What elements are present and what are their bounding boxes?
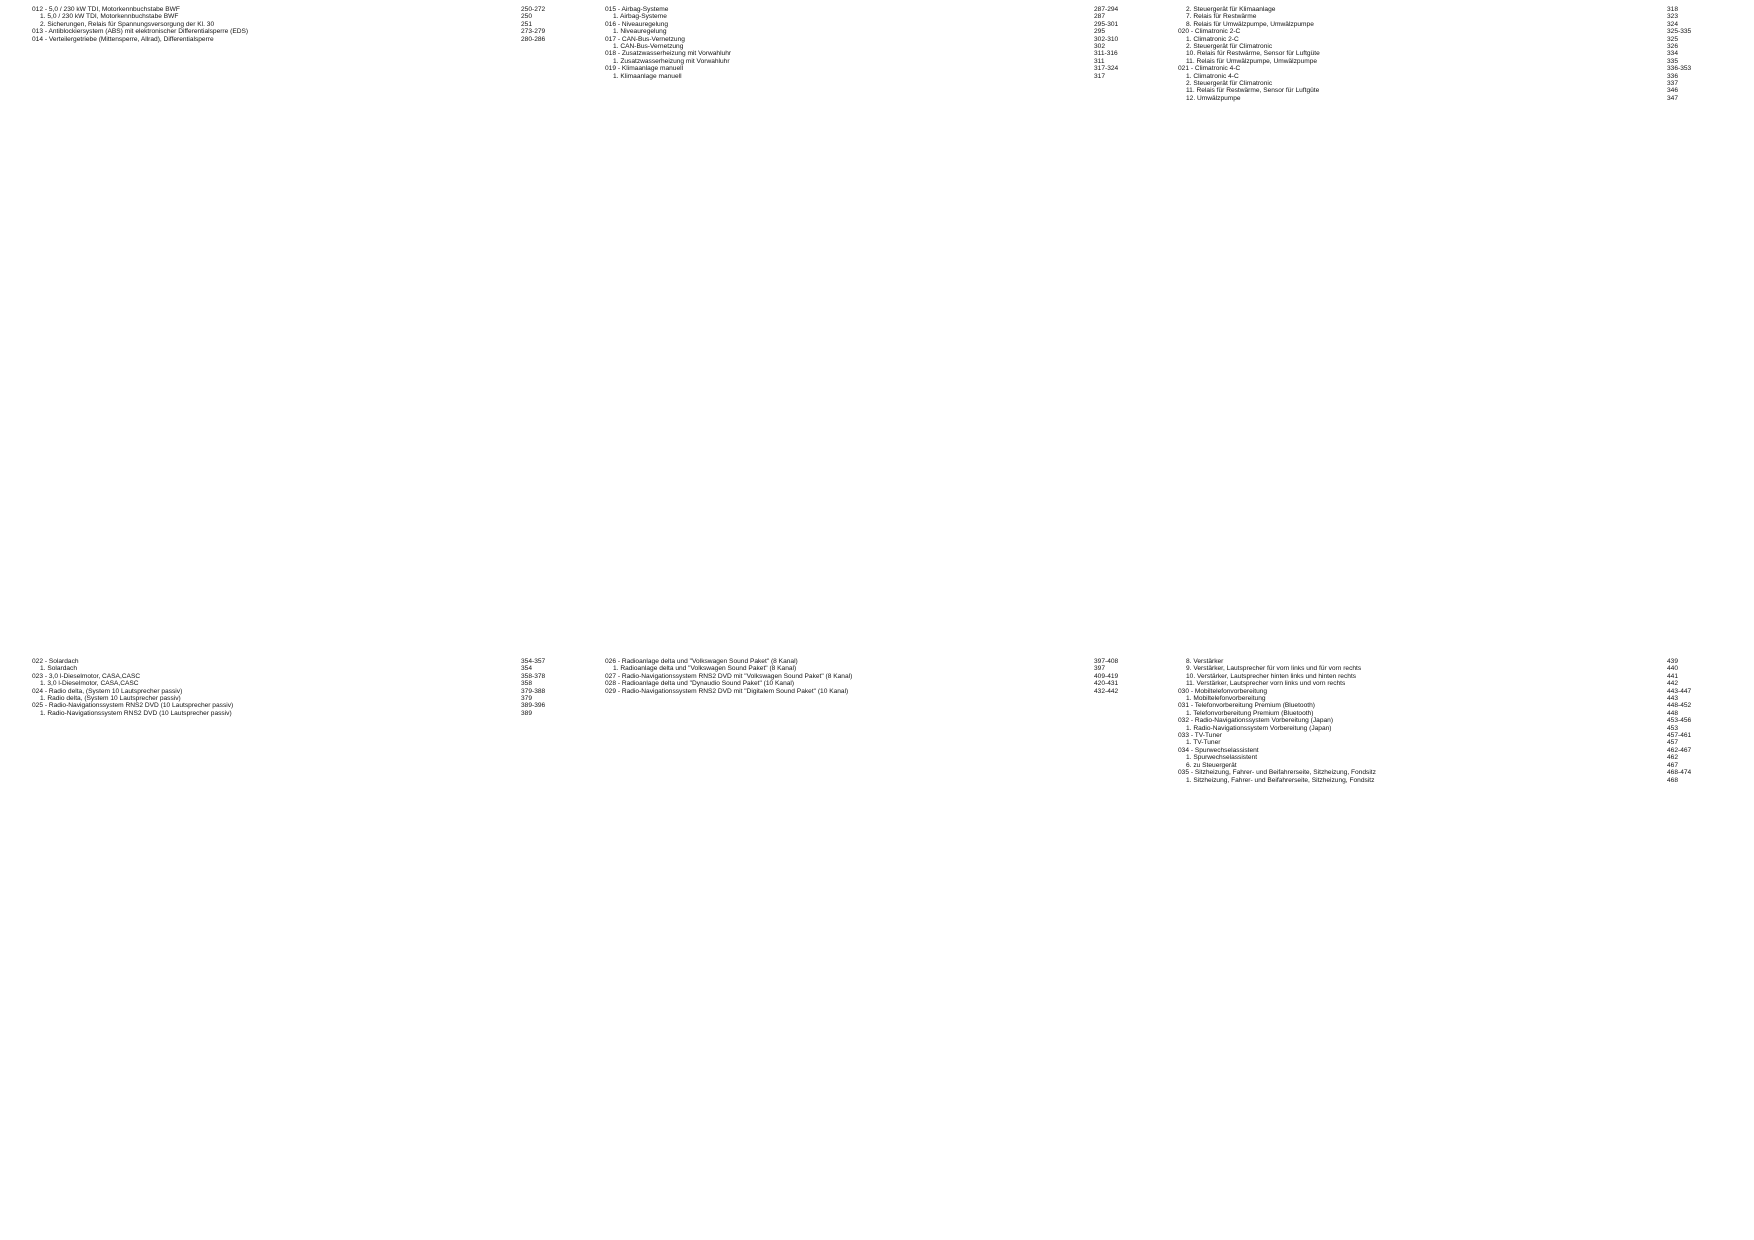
entry-page-number: 287-294 xyxy=(1094,6,1119,13)
toc-item-entry xyxy=(1178,777,1723,784)
entry-title: 017 - CAN-Bus-Vernetzung xyxy=(605,35,685,43)
entry-page-number: 337 xyxy=(1667,80,1679,88)
entry-page-number: 302 xyxy=(1094,43,1106,51)
entry-title: 033 - TV-Tuner xyxy=(1178,732,1222,740)
entry-title: 1. Solardach xyxy=(40,665,78,673)
toc-item-entry xyxy=(1178,710,1723,717)
entry-title: 2. Sicherungen, Relais für Spannungsversorgung der Kl. 30 xyxy=(40,20,215,28)
entry-page-number: 318 xyxy=(1667,6,1679,13)
toc-group-entry xyxy=(1178,747,1723,754)
entry-page-number: 432-442 xyxy=(1094,687,1119,695)
entry-page-number: 420-431 xyxy=(1094,680,1119,688)
entry-page-number: 295-301 xyxy=(1094,20,1119,28)
entry-title: 1. Spurwechselassistent xyxy=(1186,754,1258,762)
entry-title: 025 - Radio-Navigationssystem RNS2 DVD (10 Lautsprecher passiv) xyxy=(32,702,234,710)
entry-page-number: 443-447 xyxy=(1667,687,1692,695)
toc-item-entry xyxy=(1178,95,1723,102)
toc-item-entry xyxy=(605,13,1150,20)
entry-page-number: 336-353 xyxy=(1667,65,1692,73)
entry-page-number: 325-335 xyxy=(1667,28,1692,36)
entry-page-number: 334 xyxy=(1667,50,1679,58)
entry-title: 019 - Klimaanlage manuell xyxy=(605,65,684,73)
column-4 xyxy=(32,658,577,784)
toc-group-entry xyxy=(1178,732,1723,739)
entry-page-number: 389 xyxy=(521,709,533,717)
column-1 xyxy=(32,6,577,102)
entry-page-number: 311-316 xyxy=(1094,50,1118,58)
entry-title: 1. Radioanlage delta und "Volkswagen Sound Paket" (8 Kanal) xyxy=(613,665,797,673)
entry-title: 1. Radio delta, (System 10 Lautsprecher passiv) xyxy=(40,695,181,703)
toc-item-entry xyxy=(1178,58,1723,65)
entry-title: 012 - 5,0 / 230 kW TDI, Motorkennbuchstabe BWF xyxy=(32,6,180,13)
entry-title: 1. Climatronic 4-C xyxy=(1186,72,1239,80)
entry-title: 026 - Radioanlage delta und "Volkswagen Sound Paket" (8 Kanal) xyxy=(605,658,798,665)
entry-page-number: 439 xyxy=(1667,658,1679,665)
entry-title: 029 - Radio-Navigationssystem RNS2 DVD mit "Digitalem Sound Paket" (10 Kanal) xyxy=(605,687,849,695)
entry-title: 018 - Zusatzwasserheizung mit Vorwahluhr xyxy=(605,50,732,58)
entry-page-number: 346 xyxy=(1667,87,1679,95)
toc-group-entry xyxy=(32,36,577,43)
toc-group-entry xyxy=(605,673,1150,680)
entry-page-number: 467 xyxy=(1667,761,1679,769)
toc-item-entry xyxy=(32,695,577,702)
entry-title: 020 - Climatronic 2-C xyxy=(1178,28,1241,36)
entry-title: 023 - 3,0 l-Dieselmotor, CASA,CASC xyxy=(32,672,141,680)
entry-title: 1. Niveauregelung xyxy=(613,28,667,36)
entry-title: 2. Steuergerät für Climatronic xyxy=(1186,43,1273,51)
entry-page-number: 317-324 xyxy=(1094,65,1119,73)
sheet-bottom xyxy=(0,658,1754,784)
entry-page-number: 251 xyxy=(521,20,533,28)
entry-title: 8. Verstärker xyxy=(1186,658,1224,665)
toc-item-entry xyxy=(1178,754,1723,761)
toc-item-entry xyxy=(605,58,1150,65)
entry-title: 1. Radio-Navigationssystem RNS2 DVD (10 Lautsprecher passiv) xyxy=(40,709,232,717)
toc-group-entry xyxy=(1178,769,1723,776)
entry-page-number: 347 xyxy=(1667,94,1679,102)
entry-title: 11. Relais für Restwärme, Sensor für Luftgüte xyxy=(1186,87,1320,95)
toc-group-entry xyxy=(32,673,577,680)
entry-page-number: 453-456 xyxy=(1667,717,1692,725)
entry-title: 6. zu Steuergerät xyxy=(1186,761,1237,769)
toc-item-entry xyxy=(605,665,1150,672)
toc-group-entry xyxy=(32,688,577,695)
entry-title: 014 - Verteilergetriebe (Mittensperre, Allrad), Differentialsperre xyxy=(32,35,214,43)
toc-item-entry xyxy=(1178,43,1723,50)
toc-group-entry xyxy=(605,50,1150,57)
entry-page-number: 354-357 xyxy=(521,658,546,665)
entry-title: 9. Verstärker, Lautsprecher für vorn links und für vorn rechts xyxy=(1186,665,1362,673)
entry-title: 1. Mobiltelefonvorbereitung xyxy=(1186,695,1266,703)
entry-page-number: 358-378 xyxy=(521,672,546,680)
toc-group-entry xyxy=(605,688,1150,695)
toc-group-entry xyxy=(605,21,1150,28)
toc-item-entry xyxy=(1178,665,1723,672)
entry-title: 016 - Niveauregelung xyxy=(605,20,669,28)
entry-page-number: 379-388 xyxy=(521,687,546,695)
entry-page-number: 250 xyxy=(521,13,533,21)
entry-page-number: 453 xyxy=(1667,724,1679,732)
toc-item-entry xyxy=(1178,6,1723,13)
toc-group-entry xyxy=(32,702,577,709)
entry-page-number: 324 xyxy=(1667,20,1679,28)
entry-title: 2. Steuergerät für Climatronic xyxy=(1186,80,1273,88)
toc-group-entry xyxy=(605,36,1150,43)
entry-title: 031 - Telefonvorbereitung Premium (Bluetooth) xyxy=(1178,702,1315,710)
entry-page-number: 250-272 xyxy=(521,6,546,13)
entry-title: 2. Steuergerät für Klimaanlage xyxy=(1186,6,1276,13)
entry-page-number: 462-467 xyxy=(1667,746,1692,754)
toc-group-entry xyxy=(605,658,1150,665)
entry-title: 028 - Radioanlage delta und "Dynaudio Sound Paket" (10 Kanal) xyxy=(605,680,795,688)
entry-title: 8. Relais für Umwälzpumpe, Umwälzpumpe xyxy=(1186,20,1314,28)
entry-title: 12. Umwälzpumpe xyxy=(1186,94,1241,102)
entry-page-number: 468-474 xyxy=(1667,769,1692,777)
entry-page-number: 280-286 xyxy=(521,35,546,43)
entry-title: 1. Airbag-Systeme xyxy=(613,13,667,21)
entry-page-number: 442 xyxy=(1667,680,1679,688)
entry-page-number: 379 xyxy=(521,695,533,703)
entry-title: 022 - Solardach xyxy=(32,658,79,665)
entry-page-number: 311 xyxy=(1094,57,1105,65)
entry-title: 1. TV-Tuner xyxy=(1186,739,1221,747)
toc-item-entry xyxy=(1178,36,1723,43)
entry-page-number: 462 xyxy=(1667,754,1679,762)
toc-item-entry xyxy=(1178,80,1723,87)
entry-title: 1. Sitzheizung, Fahrer- und Beifahrerseite, Sitzheizung, Fondsitz xyxy=(1186,776,1375,784)
toc-item-entry xyxy=(32,13,577,20)
toc-group-entry xyxy=(32,28,577,35)
toc-item-entry xyxy=(1178,21,1723,28)
toc-group-entry xyxy=(605,65,1150,72)
toc-item-entry xyxy=(605,73,1150,80)
toc-group-entry xyxy=(1178,717,1723,724)
toc-group-entry xyxy=(605,6,1150,13)
entry-title: 1. Radio-Navigationssystem Vorbereitung (Japan) xyxy=(1186,724,1332,732)
entry-title: 013 - Antiblockiersystem (ABS) mit elektronischer Differentialsperre (EDS) xyxy=(32,28,249,36)
entry-title: 030 - Mobiltelefonvorbereitung xyxy=(1178,687,1268,695)
toc-item-entry xyxy=(32,665,577,672)
entry-page-number: 287 xyxy=(1094,13,1106,21)
toc-item-entry xyxy=(32,21,577,28)
entry-page-number: 443 xyxy=(1667,695,1679,703)
toc-item-entry xyxy=(1178,13,1723,20)
entry-page-number: 397-408 xyxy=(1094,658,1119,665)
toc-item-entry xyxy=(1178,762,1723,769)
toc-item-entry xyxy=(1178,73,1723,80)
entry-page-number: 326 xyxy=(1667,43,1679,51)
entry-title: 1. Zusatzwasserheizung mit Vorwahluhr xyxy=(613,57,730,65)
toc-group-entry xyxy=(1178,702,1723,709)
toc-item-entry xyxy=(605,43,1150,50)
toc-group-entry xyxy=(32,6,577,13)
toc-item-entry xyxy=(32,680,577,687)
toc-group-entry xyxy=(1178,65,1723,72)
entry-title: 11. Relais für Umwälzpumpe, Umwälzpumpe xyxy=(1186,57,1318,65)
entry-title: 027 - Radio-Navigationssystem RNS2 DVD mit "Volkswagen Sound Paket" (8 Kanal) xyxy=(605,672,853,680)
entry-title: 11. Verstärker, Lautsprecher vorn links und vorn rechts xyxy=(1186,680,1346,688)
entry-title: 10. Verstärker, Lautsprecher hinten links und hinten rechts xyxy=(1186,672,1357,680)
entry-page-number: 457 xyxy=(1667,739,1679,747)
entry-page-number: 335 xyxy=(1667,57,1679,65)
toc-item-entry xyxy=(1178,50,1723,57)
entry-page-number: 440 xyxy=(1667,665,1679,673)
entry-page-number: 397 xyxy=(1094,665,1106,673)
toc-item-entry xyxy=(1178,87,1723,94)
toc-item-entry xyxy=(1178,658,1723,665)
entry-page-number: 325 xyxy=(1667,35,1679,43)
entry-page-number: 295 xyxy=(1094,28,1106,36)
toc-item-entry xyxy=(605,28,1150,35)
toc-item-entry xyxy=(1178,739,1723,746)
toc-item-entry xyxy=(1178,695,1723,702)
toc-item-entry xyxy=(1178,680,1723,687)
entry-title: 015 - Airbag-Systeme xyxy=(605,6,669,13)
entry-page-number: 336 xyxy=(1667,72,1679,80)
toc-group-entry xyxy=(605,680,1150,687)
entry-title: 1. 5,0 / 230 kW TDI, Motorkennbuchstabe BWF xyxy=(40,13,179,21)
entry-title: 1. Klimaanlage manuell xyxy=(613,72,682,80)
entry-title: 1. 3,0 l-Dieselmotor, CASA,CASC xyxy=(40,680,139,688)
toc-group-entry xyxy=(1178,688,1723,695)
entry-title: 034 - Spurwechselassistent xyxy=(1178,746,1259,754)
entry-title: 1. CAN-Bus-Vernetzung xyxy=(613,43,684,51)
entry-title: 7. Relais für Restwärme xyxy=(1186,13,1257,21)
entry-title: 1. Telefonvorbereitung Premium (Bluetooth) xyxy=(1186,709,1314,717)
toc-item-entry xyxy=(1178,725,1723,732)
entry-title: 1. Climatronic 2-C xyxy=(1186,35,1239,43)
toc-group-entry xyxy=(1178,28,1723,35)
entry-title: 032 - Radio-Navigationssystem Vorbereitung (Japan) xyxy=(1178,717,1334,725)
entry-page-number: 317 xyxy=(1094,72,1106,80)
entry-title: 021 - Climatronic 4-C xyxy=(1178,65,1241,73)
sheet-top xyxy=(0,6,1754,102)
toc-item-entry xyxy=(32,710,577,717)
entry-page-number: 448-452 xyxy=(1667,702,1692,710)
column-2 xyxy=(605,6,1150,102)
toc-item-entry xyxy=(1178,673,1723,680)
entry-page-number: 302-310 xyxy=(1094,35,1119,43)
entry-title: 035 - Sitzheizung, Fahrer- und Beifahrerseite, Sitzheizung, Fondsitz xyxy=(1178,769,1376,777)
entry-page-number: 457-461 xyxy=(1667,732,1692,740)
entry-page-number: 409-419 xyxy=(1094,672,1119,680)
entry-page-number: 448 xyxy=(1667,709,1679,717)
entry-page-number: 468 xyxy=(1667,776,1679,784)
toc-group-entry xyxy=(32,658,577,665)
entry-page-number: 389-396 xyxy=(521,702,546,710)
entry-page-number: 441 xyxy=(1667,672,1679,680)
entry-page-number: 323 xyxy=(1667,13,1679,21)
entry-page-number: 358 xyxy=(521,680,533,688)
entry-title: 024 - Radio delta, (System 10 Lautsprecher passiv) xyxy=(32,687,183,695)
column-5 xyxy=(605,658,1150,784)
column-6 xyxy=(1178,658,1723,784)
entry-page-number: 354 xyxy=(521,665,533,673)
entry-page-number: 273-279 xyxy=(521,28,546,36)
entry-title: 10. Relais für Restwärme, Sensor für Luftgüte xyxy=(1186,50,1320,58)
column-3 xyxy=(1178,6,1723,102)
